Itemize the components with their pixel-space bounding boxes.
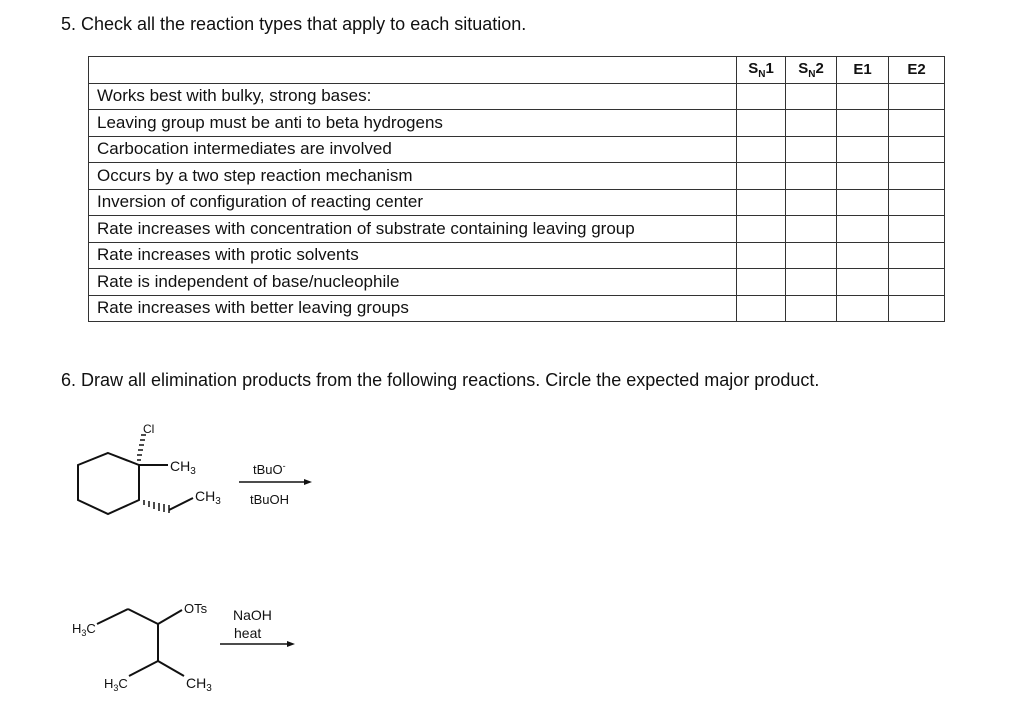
sn2-checkbox-cell[interactable] [786,110,837,137]
e2-checkbox-cell[interactable] [889,242,945,269]
cl-hashed-bond [137,435,146,460]
reagent-1-label: tBuO- [253,461,286,477]
table-row [89,216,945,243]
sn1-checkbox-cell[interactable] [737,295,786,322]
table-row [89,269,945,296]
row-description: Carbocation intermediates are involved [89,136,737,163]
reaction-type-table [88,56,945,322]
question-5-title: 5. Check all the reaction types that apply to each situation. [61,14,527,34]
e1-checkbox-cell[interactable] [837,216,889,243]
e2-checkbox-cell[interactable] [889,269,945,296]
e1-checkbox-cell[interactable] [837,269,889,296]
table-row [89,110,945,137]
table-row [89,189,945,216]
row-description: Rate increases with concentration of substrate containing leaving group [89,216,737,243]
header-e2: E2 [889,57,945,84]
arrowhead-1 [304,479,312,485]
e2-checkbox-cell[interactable] [889,189,945,216]
e1-checkbox-cell[interactable] [837,110,889,137]
ch3-label-a: $CH_3$ [170,458,196,477]
ethyl-bond [169,498,193,510]
sn1-checkbox-cell[interactable] [737,136,786,163]
row-description: Rate increases with better leaving groups [89,295,737,322]
table-row [89,136,945,163]
ch3-hashed-bond [144,500,169,513]
e2-checkbox-cell[interactable] [889,136,945,163]
row-description: Occurs by a two step reaction mechanism [89,163,737,190]
cl-label: Cl [143,422,155,436]
table-header-row [89,57,945,84]
ch3-label-b: $CH_3$ [195,488,221,507]
reagent-2-label: NaOH [233,607,272,623]
e1-checkbox-cell[interactable] [837,163,889,190]
sn1-checkbox-cell[interactable] [737,269,786,296]
e1-checkbox-cell[interactable] [837,295,889,322]
header-sn1: $S_N1$ [737,57,786,84]
header-sn2: $S_N2$ [786,57,837,84]
cyclohexane-ring [78,453,139,514]
sn1-checkbox-cell[interactable] [737,242,786,269]
ots-label: OTs [184,601,208,616]
sn2-checkbox-cell[interactable] [786,269,837,296]
e2-checkbox-cell[interactable] [889,216,945,243]
e1-checkbox-cell[interactable] [837,242,889,269]
reaction-schemes [0,400,400,718]
e1-checkbox-cell[interactable] [837,189,889,216]
e1-checkbox-cell[interactable] [837,83,889,110]
sn2-checkbox-cell[interactable] [786,163,837,190]
e1-checkbox-cell[interactable] [837,136,889,163]
ch3-label-c: $CH_3$ [186,675,212,694]
table-row [89,163,945,190]
sn2-checkbox-cell[interactable] [786,242,837,269]
row-description: Leaving group must be anti to beta hydrogens [89,110,737,137]
header-e1: E1 [837,57,889,84]
sn2-checkbox-cell[interactable] [786,83,837,110]
table-row [89,295,945,322]
arrowhead-2 [287,641,295,647]
solvent-1-label: tBuOH [250,492,290,507]
question-6-title: 6. Draw all elimination products from the following reactions. Circle the expected major product. [61,370,820,390]
header-blank-cell [89,57,737,84]
e2-checkbox-cell[interactable] [889,83,945,110]
e2-checkbox-cell[interactable] [889,295,945,322]
e2-checkbox-cell[interactable] [889,163,945,190]
sn1-checkbox-cell[interactable] [737,110,786,137]
row-description: Inversion of configuration of reacting center [89,189,737,216]
sn1-checkbox-cell[interactable] [737,189,786,216]
reaction-2-structure [97,609,184,676]
row-description: Rate is independent of base/nucleophile [89,269,737,296]
row-description: Works best with bulky, strong bases: [89,83,737,110]
sn2-checkbox-cell[interactable] [786,189,837,216]
h3c-label-b: $H_3C$ [104,676,128,693]
h3c-label-a: $H_3C$ [72,621,96,638]
sn2-checkbox-cell[interactable] [786,295,837,322]
sn1-checkbox-cell[interactable] [737,83,786,110]
sn1-checkbox-cell[interactable] [737,216,786,243]
table-row [89,242,945,269]
sn2-checkbox-cell[interactable] [786,216,837,243]
sn2-checkbox-cell[interactable] [786,136,837,163]
e2-checkbox-cell[interactable] [889,110,945,137]
row-description: Rate increases with protic solvents [89,242,737,269]
condition-2-label: heat [234,625,262,641]
sn1-checkbox-cell[interactable] [737,163,786,190]
table-row [89,83,945,110]
